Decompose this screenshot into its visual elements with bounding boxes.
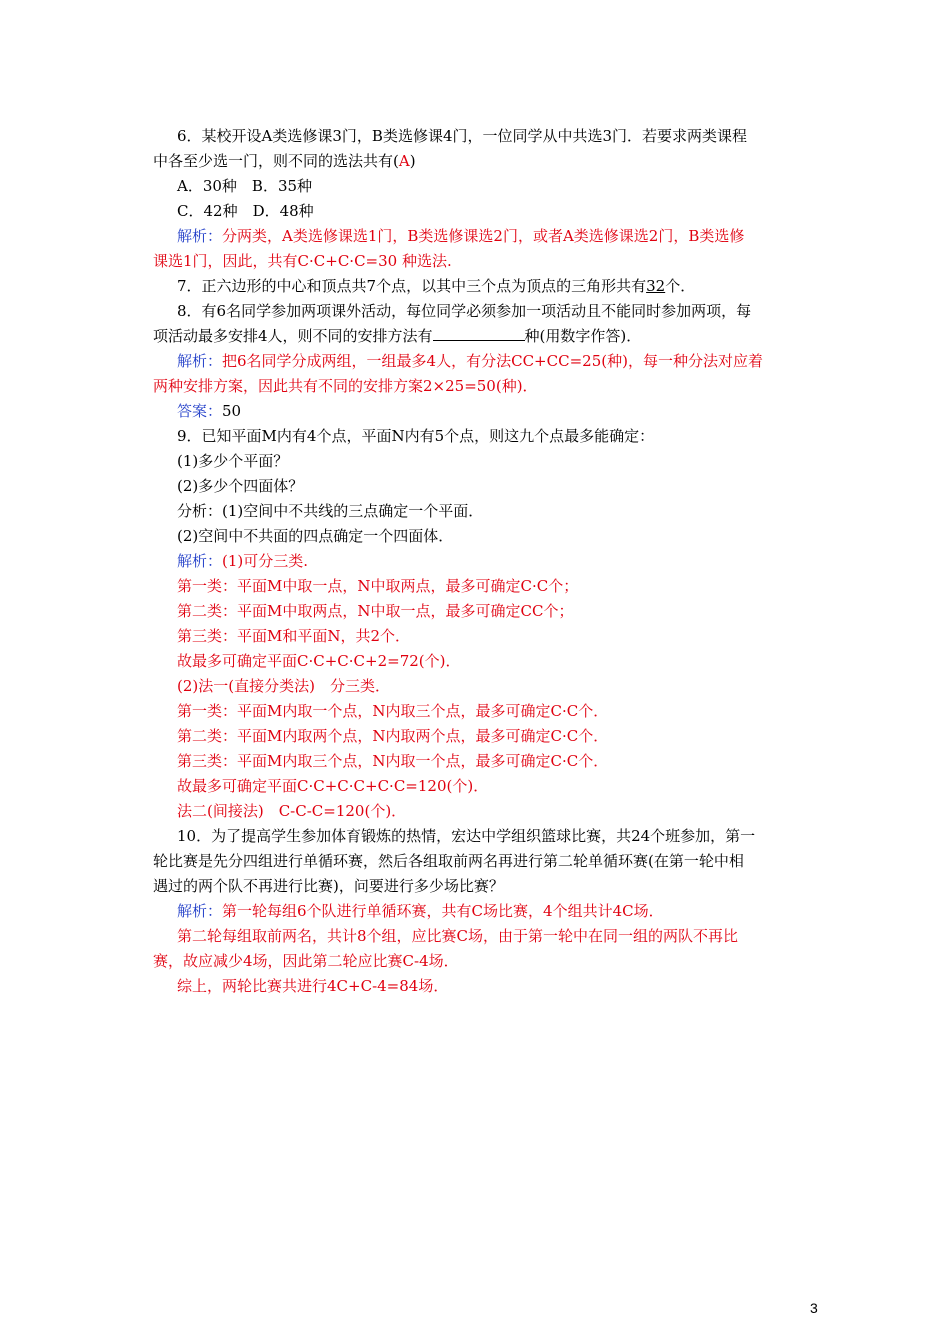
q6-line2-post: )	[409, 152, 416, 170]
q9-solution-text1: (1)可分三类.	[222, 552, 309, 570]
q6-solution-line2: 课选1门，因此，共有C·C+C·C=30 种选法.	[153, 252, 452, 270]
q8-answer-label: 答案：	[177, 402, 223, 420]
page-content	[153, 124, 813, 999]
q10-line1: 10．为了提高学生参加体育锻炼的热情，宏达中学组织篮球比赛，共24个班参加，第一	[177, 827, 756, 845]
q9-method2: 法二(间接法) C-C-C=120(个)．	[177, 802, 407, 820]
q10-solution-line3: 赛，故应减少4场，因此第二轮应比赛C-4场．	[153, 952, 459, 970]
q8-answer-value: 50	[222, 402, 242, 420]
q6-line2-pre: 中各至少选一门，则不同的选法共有(	[153, 152, 399, 170]
q9-method1: (2)法一(直接分类法) 分三类．	[177, 677, 390, 695]
q8-solution-line1	[153, 349, 813, 374]
q9-sub2: (2)多少个四面体？	[177, 477, 304, 495]
q8-solution-label: 解析：	[177, 352, 223, 370]
q6-line1: 6．某校开设A类选修课3门，B类选修课4门，一位同学从中共选3门．若要求两类课程	[177, 127, 748, 145]
q10-line3: 遇过的两个队不再进行比赛)，问要进行多少场比赛？	[153, 877, 504, 895]
q10-solution-text1: 第一轮每组6个队进行单循环赛，共有C场比赛，4个组共计4C场．	[222, 902, 664, 920]
q9-total1: 故最多可确定平面C·C+C·C+2=72(个)．	[177, 652, 461, 670]
q10-solution-label: 解析：	[177, 902, 223, 920]
q7-pre: 7．正六边形的中心和顶点共7个点，以其中三个点为顶点的三角形共有	[177, 277, 647, 295]
q10-solution-line1	[153, 899, 813, 924]
q6-line2	[153, 149, 813, 174]
q8-answer-line	[153, 399, 813, 424]
q9-case2: 第二类：平面M中取两点，N中取一点，最多可确定CC个；	[177, 602, 574, 620]
q8-solution-line2: 两种安排方案，因此共有不同的安排方案2×25=50(种)．	[153, 377, 538, 395]
q9-analysis2: (2)空间中不共面的四点确定一个四面体．	[177, 527, 454, 545]
q9-dcase1: 第一类：平面M内取一个点，N内取三个点，最多可确定C·C个．	[177, 702, 609, 720]
q10-solution-line4: 综上，两轮比赛共进行4C+C-4=84场．	[177, 977, 449, 995]
q10-solution-line2: 第二轮每组取前两名，共计8个组，应比赛C场，由于第一轮中在同一组的两队不再比	[177, 927, 739, 945]
q8-line2	[153, 324, 813, 349]
q9-solution-label: 解析：	[177, 552, 223, 570]
q9-dcase2: 第二类：平面M内取两个点，N内取两个点，最多可确定C·C个．	[177, 727, 609, 745]
q8-line2-pre: 项活动最多安排4人，则不同的安排方法有	[153, 327, 433, 345]
q6-options-ab: A．30种 B．35种	[177, 177, 313, 195]
q9-total2: 故最多可确定平面C·C+C·C+C·C=120(个)．	[177, 777, 489, 795]
q7-post: 个．	[665, 277, 696, 295]
q6-solution-line1	[153, 224, 813, 249]
q6-solution-text1: 分两类，A类选修课选1门，B类选修课选2门，或者A类选修课选2门，B类选修	[222, 227, 745, 245]
q6-options-cd: C．42种 D．48种	[177, 202, 314, 220]
page-number: 3	[810, 1300, 818, 1316]
q6-solution-label: 解析：	[177, 227, 223, 245]
q9-case1: 第一类：平面M中取一点，N中取两点，最多可确定C·C个；	[177, 577, 579, 595]
q10-line2: 轮比赛是先分四组进行单循环赛，然后各组取前两名再进行第二轮单循环赛(在第一轮中相	[153, 852, 744, 870]
q8-line2-post: 种(用数字作答)．	[524, 327, 642, 345]
q9-line1: 9．已知平面M内有4个点，平面N内有5个点，则这九个点最多能确定：	[177, 427, 655, 445]
q9-sub1: (1)多少个平面？	[177, 452, 289, 470]
q8-line1: 8．有6名同学参加两项课外活动，每位同学必须参加一项活动且不能同时参加两项，每	[177, 302, 752, 320]
q7-line	[153, 274, 813, 299]
q9-case3: 第三类：平面M和平面N，共2个．	[177, 627, 411, 645]
answer-blank	[433, 326, 525, 341]
q8-solution-text1: 把6名同学分成两组，一组最多4人，有分法CC+CC=25(种)，每一种分法对应着	[222, 352, 763, 370]
q6-answer: A	[398, 152, 410, 170]
q9-dcase3: 第三类：平面M内取三个点，N内取一个点，最多可确定C·C个．	[177, 752, 609, 770]
q9-analysis1: 分析：(1)空间中不共线的三点确定一个平面．	[177, 502, 484, 520]
q9-solution-line1	[153, 549, 813, 574]
q7-answer: 32	[646, 277, 666, 295]
